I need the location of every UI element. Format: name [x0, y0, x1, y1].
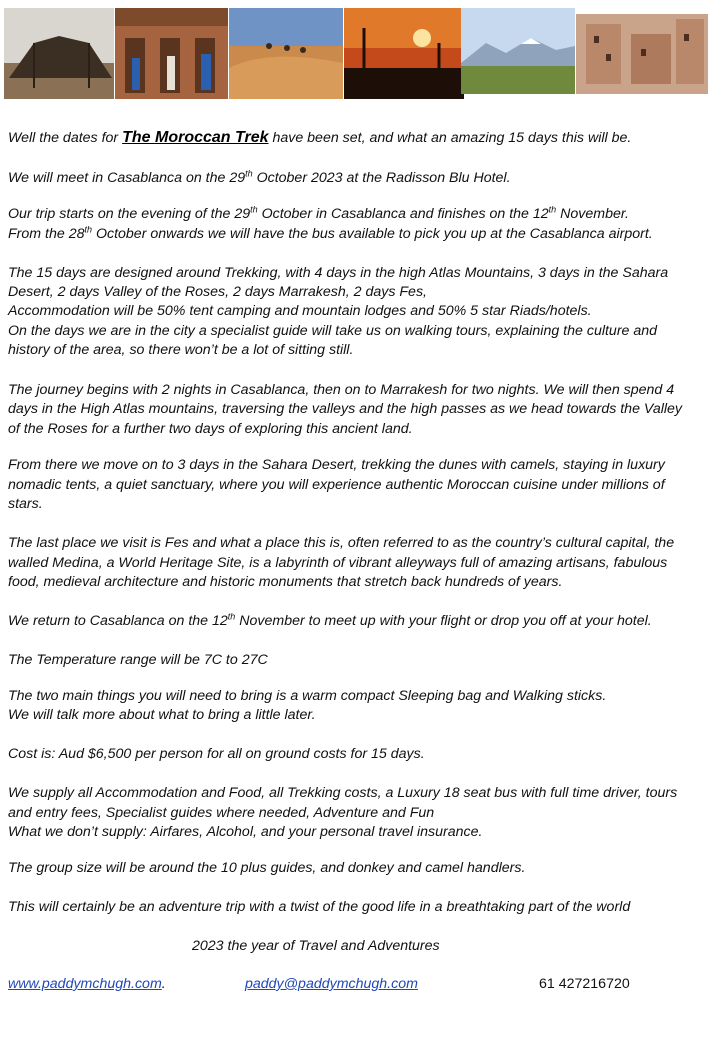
included-line: We supply all Accommodation and Food, all Trekking costs, a Luxury 18 seat bus with full time driver, tours [8, 785, 678, 801]
return-text-end: November to meet up with your flight or drop you off at your hotel. [235, 613, 652, 629]
ordinal-suffix: th [245, 168, 253, 179]
fes-line: The last place we visit is Fes and what a place this is, often referred to as the country’s cultural capital, the [8, 535, 675, 551]
website-dot: . [161, 976, 166, 992]
trek-title: The Moroccan Trek [122, 129, 269, 146]
meeting-text: We will meet in Casablanca on the 29 [8, 170, 246, 186]
sahara-line: nomadic tents, a quiet sanctuary, where you will experience authentic Moroccan cuisine under millions of [8, 477, 665, 493]
tagline: 2023 the year of Travel and Adventures [192, 938, 440, 954]
bus-pickup-line [8, 225, 653, 245]
trip-dates-line [8, 205, 629, 225]
intro-text-end: have been set, and what an amazing 15 days this will be. [268, 130, 632, 146]
trip-dates-text-mid: October in Casablanca and finishes on the 12 [257, 206, 549, 222]
guide-line: history of the area, so there won’t be a lot of sitting still. [8, 342, 354, 358]
email-link[interactable]: paddy@paddymchugh.com [245, 976, 418, 992]
meeting-line [8, 169, 511, 189]
journey-line: of the Roses for a further two days of exploring this ancient land. [8, 421, 413, 437]
journey-line: days in the High Atlas mountains, traversing the valleys and the high passes as we head towards the Valley [8, 401, 683, 417]
bus-pickup-text: From the 28 [8, 226, 85, 242]
sahara-line: stars. [8, 496, 43, 512]
trip-dates-text-end: November. [556, 206, 629, 222]
ordinal-suffix: th [548, 204, 557, 215]
ordinal-suffix: th [227, 611, 236, 622]
return-line [8, 612, 652, 632]
camels-photo [229, 8, 343, 99]
accommodation-line: Accommodation will be 50% tent camping and mountain lodges and 50% 5 star Riads/hotels. [8, 303, 592, 319]
sunset-photo [344, 8, 464, 99]
fes-line: walled Medina, a World Heritage Site, is a labyrinth of vibrant alleyways full of amazing artisans, fabulous [8, 555, 668, 571]
ordinal-suffix: th [84, 224, 93, 235]
bring-line: We will talk more about what to bring a little later. [8, 707, 316, 723]
trip-dates-text: Our trip starts on the evening of the 29 [8, 206, 251, 222]
return-text: We return to Casablanca on the 12 [8, 613, 228, 629]
journey-line: The journey begins with 2 nights in Casablanca, then on to Marrakesh for two nights. We will then spend 4 [8, 382, 675, 398]
temperature-line: The Temperature range will be 7C to 27C [8, 652, 268, 668]
intro-text: Well the dates for [8, 130, 123, 146]
included-line: and entry fees, Specialist guides where needed, Adventure and Fun [8, 805, 435, 821]
closing-line: This will certainly be an adventure trip with a twist of the good life in a breathtaking part of the world [8, 899, 631, 915]
bring-line: The two main things you will need to bring is a warm compact Sleeping bag and Walking sticks. [8, 688, 607, 704]
ordinal-suffix: th [250, 204, 258, 215]
cost-line: Cost is: Aud $6,500 per person for all on ground costs for 15 days. [8, 746, 425, 762]
kasbah-photo [576, 14, 708, 94]
group-size-line: The group size will be around the 10 plus guides, and donkey and camel handlers. [8, 860, 526, 876]
sahara-line: From there we move on to 3 days in the Sahara Desert, trekking the dunes with camels, staying in luxury [8, 457, 665, 473]
website-wrap [8, 976, 166, 992]
phone-number: 61 427216720 [539, 976, 630, 992]
itinerary-line: The 15 days are designed around Trekking, with 4 days in the high Atlas Mountains, 3 days in the Sahara [8, 265, 669, 281]
header-photo-strip [0, 0, 712, 100]
itinerary-line: Desert, 2 days Valley of the Roses, 2 days Marrakesh, 2 days Fes, [8, 284, 427, 300]
excluded-line: What we don’t supply: Airfares, Alcohol, and your personal travel insurance. [8, 824, 483, 840]
meeting-text-end: October 2023 at the Radisson Blu Hotel. [252, 170, 511, 186]
website-link[interactable]: www.paddymchugh.com [8, 976, 162, 992]
guide-line: On the days we are in the city a specialist guide will take us on walking tours, explaining the culture and [8, 323, 658, 339]
intro-line [8, 128, 631, 149]
bus-pickup-text-end: October onwards we will have the bus available to pick you up at the Casablanca airport. [92, 226, 653, 242]
fes-line: food, medieval architecture and historic monuments that stretch back hundreds of years. [8, 574, 563, 590]
mountains-photo [461, 8, 575, 94]
building-photo [115, 8, 228, 99]
tent-photo [4, 8, 114, 99]
